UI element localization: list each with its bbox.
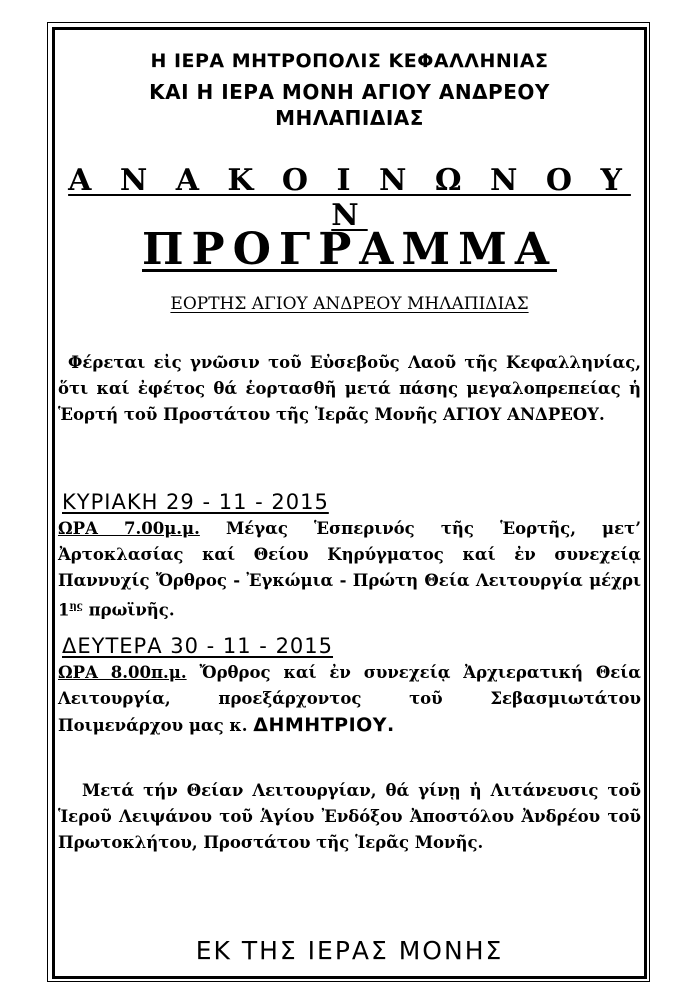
header-line-3: ΜΗΛΑΠΙΔΙΑΣ xyxy=(275,106,424,130)
sunday-text: Μέγας Ἑσπερινός τῆς Ἑορτῆς, μετ’ Ἀρτοκλασίας καί Θείου Κηρύγματος καί ἐν συνεχείᾳ Παννυχίς Ὄρθρος - Ἐγκώμια - Πρώτη Θεία Λειτουργία μέχρι 1 xyxy=(58,519,641,620)
program-title: ΠΡΟΓΡΑΜΜΑ xyxy=(142,224,557,275)
sunday-paragraph xyxy=(58,516,641,624)
monday-paragraph xyxy=(58,660,641,739)
feast-subtitle: ΕΟΡΤΗΣ ΑΓΙΟΥ ΑΝΔΡΕΟΥ ΜΗΛΑΠΙΔΙΑΣ xyxy=(170,294,529,314)
monday-text: Ὄρθρος καί ἐν συνεχείᾳ Ἀρχιερατική Θεία Λειτουργία, προεξάρχοντος τοῦ Σεβασμιωτάτου Ποιμενάρχου μας κ. xyxy=(58,663,641,735)
monday-time: ΩΡΑ 8.00π.μ. xyxy=(58,663,187,682)
header-line-1: Η ΙΕΡΑ ΜΗΤΡΟΠΟΛΙΣ ΚΕΦΑΛΛΗΝΙΑΣ xyxy=(150,50,549,72)
closing-paragraph: Μετά τήν Θείαν Λειτουργίαν, θά γίνῃ ἡ Λιτάνευσις τοῦ Ἱεροῦ Λειψάνου τοῦ Ἁγίου Ἐνδόξου Ἀποστόλου Ἀνδρέου τοῦ Πρωτοκλήτου, Προστάτου τῆς Ἱερᾶς Μονῆς. xyxy=(58,781,641,852)
sunday-end: πρωϊνῆς. xyxy=(82,600,175,620)
announce-title: Α Ν Α Κ Ο Ι Ν Ω Ν Ο Υ Ν xyxy=(68,163,631,233)
monday-heading: ΔΕΥΤΕΡΑ 30 - 11 - 2015 xyxy=(62,634,334,658)
sunday-time: ΩΡΑ 7.00μ.μ. xyxy=(58,519,200,538)
sunday-heading: ΚΥΡΙΑΚΗ 29 - 11 - 2015 xyxy=(62,490,329,514)
footer-signature: ΕΚ ΤΗΣ ΙΕΡΑΣ ΜΟΝΗΣ xyxy=(195,936,504,965)
intro-paragraph xyxy=(58,350,641,428)
intro-text: Φέρεται εἰς γνῶσιν τοῦ Εὐσεβοῦς Λαοῦ τῆς Κεφαλληνίας, ὅτι καί ἐφέτος θά ἑορτασθῆ μετά πάσης μεγαλοπρεπείας ἡ Ἑορτή τοῦ Προστάτου τῆς Ἱερᾶς Μονῆς ΑΓΙΟΥ ΑΝΔΡΕΟΥ. xyxy=(58,353,641,424)
sunday-sup: ης xyxy=(69,601,83,612)
metropolitan-name: ΔΗΜΗΤΡΙΟΥ. xyxy=(253,714,395,736)
header-line-2: ΚΑΙ Η ΙΕΡΑ ΜΟΝΗ ΑΓΙΟΥ ΑΝΔΡΕΟΥ xyxy=(149,80,550,104)
